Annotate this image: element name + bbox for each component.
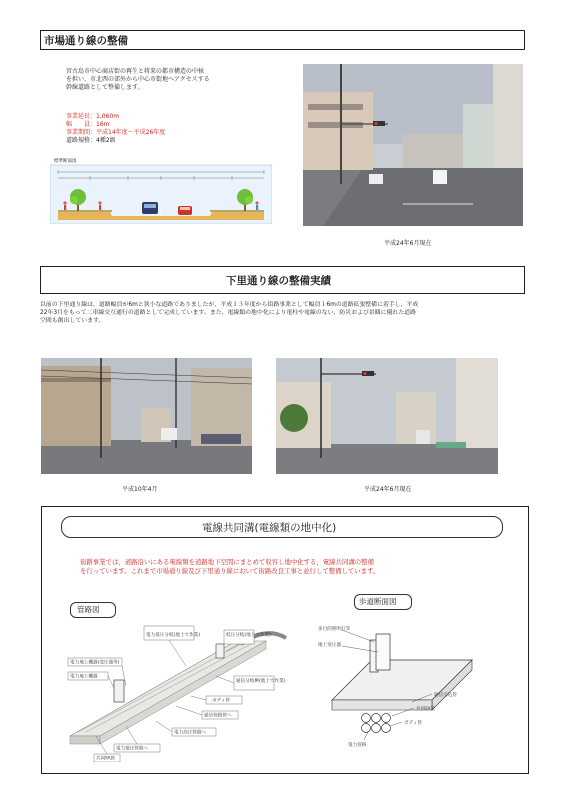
sidewalk-diagram-title: 歩道断面図 [359,597,397,606]
fact-period: 事業期間：平成14年度～平成26年度 [66,129,166,136]
sidewalk-diagram [312,590,518,762]
market-street-photo-art [303,64,523,226]
cross-section-diagram [50,158,272,224]
fact-width: 幅 員：16m [66,121,110,128]
pipe-label: 通信分岐桝(地上で作業) [236,679,286,684]
after-photo-art [276,358,498,474]
shimozato-after-photo [276,358,498,474]
fact-length: 事業延長：1,060m [66,113,120,120]
pipe-label: ボディ管 [212,698,231,704]
pipe-label: 電力地上機器(変圧器等) [70,660,120,666]
intro-line: 宮古島市中心商店街の再生と将来の都市構造の中核 [66,68,205,75]
body-line: 22年3月をもって二車線交互通行の道路として完成しています。また，電線類の地中化により電柱や電線のない，防災および景観に優れた道路 [40,310,416,316]
sidewalk-label: 地上変圧器 [318,643,341,648]
pipe-diagram-svg [66,596,292,762]
market-street-photo-caption: 平成24年6月現在 [384,240,432,247]
sidewalk-diagram-svg [312,590,518,762]
intro-line: 幹線道路として整備します。 [66,84,144,91]
after-photo-caption: 平成24年6月現在 [364,486,412,493]
body-line: を行っています。これまで市場通り線及び下里通り線において街路改良工事と並行して整備しています。 [80,567,380,575]
section1-intro [66,68,210,92]
before-photo-art [41,358,252,474]
body-line: 街路事業では，道路沿いにある電線類を道路地下空間にまとめて収容し地中化する，電線共同溝の整備 [80,558,374,566]
pipe-label: 電力高圧管路へ [174,730,207,736]
section2-title: 下里通り線の整備実績 [226,275,331,287]
body-line: 以前の下里通り線は，道路幅員が6mと狭小な道路でありましたが，平成１３年度から街路事業として幅員１6mの道路拡張整備に着手し，平成 [40,302,419,308]
pipe-label: 通信管路管へ [204,713,232,719]
sidewalk-label: 電力管路 [348,743,367,748]
pipe-label: 電力低圧管路へ [116,746,149,752]
project-facts [66,113,165,145]
body-line: 空間も創出しています。 [40,318,105,324]
shimozato-before-photo [41,358,252,474]
pipe-label: 低圧分岐(地上で作業) [226,633,271,638]
section2-body [40,301,418,325]
section3-body [80,558,379,576]
pipe-diagram-title: 管路図 [77,605,100,614]
section1-title: 市場通り線の整備 [44,35,128,47]
pipe-label: 電力地上機器 [70,674,98,680]
cross-section-svg [50,158,272,224]
sidewalk-label: 多目的照明灯等 [318,627,351,632]
pipe-label: 電力低圧分岐(地上で作業) [146,633,201,638]
pipe-diagram [66,596,292,762]
pipe-label: 共同FA管 [96,756,116,762]
cross-section-label: 標準断面図 [54,159,77,164]
fact-road-standard: 道路規格：4種2級 [66,137,116,144]
sidewalk-label: 通信引込管 [434,693,457,698]
intro-line: を担い、市北西の郊外から中心市街地へアクセスする [66,76,210,83]
sidewalk-label: 共用FA管 [416,707,436,712]
before-photo-caption: 平成10年4月 [122,486,158,493]
market-street-photo [303,64,523,226]
sidewalk-label: ボディ管 [404,721,423,726]
section3-title: 電線共同溝(電線類の地中化) [202,522,337,534]
